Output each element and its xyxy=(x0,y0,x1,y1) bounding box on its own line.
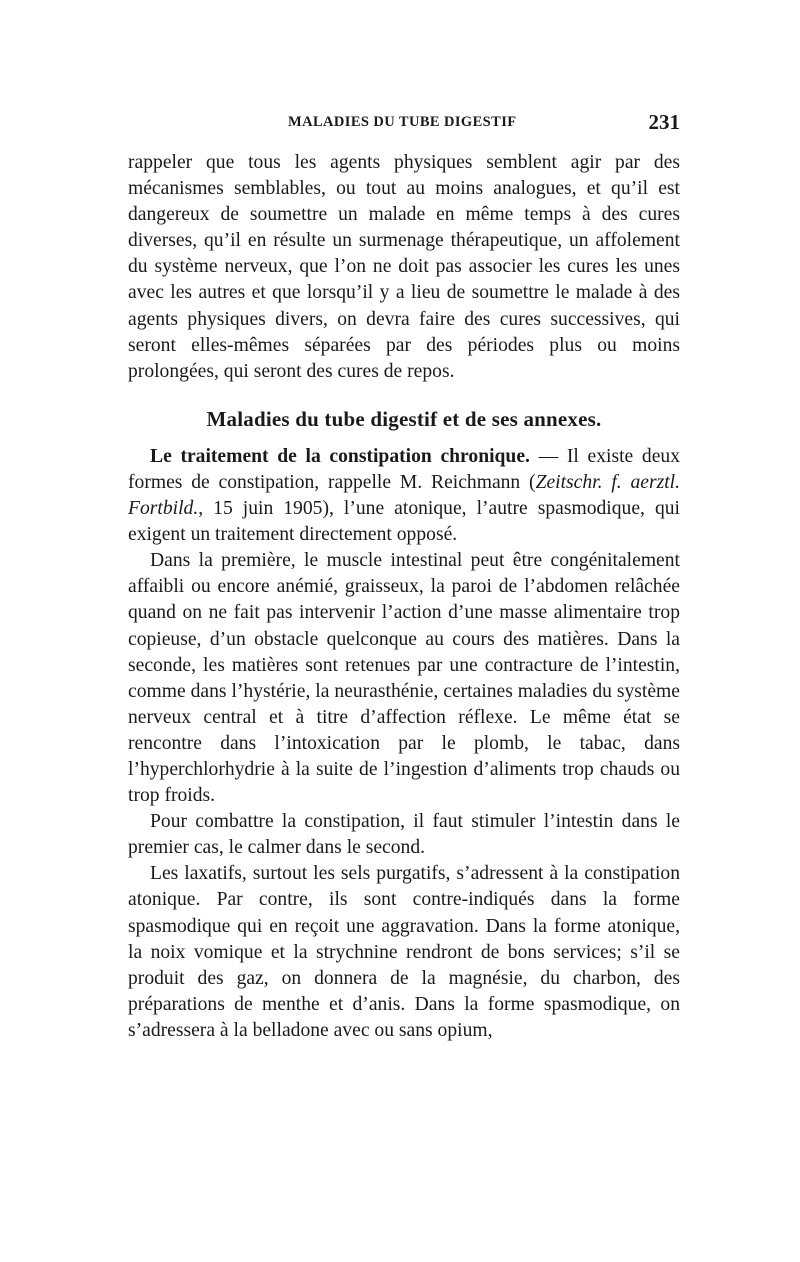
paragraph-treatment: Pour combattre la constipation, il faut stimuler l’intestin dans le premier cas, le calmer dans le second. xyxy=(128,811,680,859)
run-in-heading: Le traitement de la constipation chronique. xyxy=(150,445,530,467)
paragraph-text: , 15 juin 1905), l’une atonique, l’autre spasmodique, qui exigent un traitement directement opposé. xyxy=(128,498,680,546)
running-head xyxy=(128,112,680,138)
paragraph-forms: Dans la première, le muscle intestinal peut être congénitalement affaibli ou encore anémié, graisseux, la paroi de l’abdomen relâchée quand on ne fait pas intervenir l’action d’une masse alimentaire trop copieuse, d’un obstacle quelconque au cours des matières. Dans la seconde, les matières sont retenues par une contracture de l’intestin, comme dans l’hystérie, la neurasthénie, certaines maladies du système nerveux central et à titre d’affection réflexe. Le même état se rencontre dans l’intoxication par le plomb, le tabac, dans l’hyperchlorhydrie à la suite de l’ingestion d’aliments trop chauds ou trop froids. xyxy=(128,550,680,807)
paragraph-laxatives: Les laxatifs, surtout les sels purgatifs, s’adressent à la constipation atonique. Par contre, ils sont contre-indiqués dans la forme spasmodique qui en reçoit une aggravation. Dans la forme atonique, la noix vomique et la strychnine rendront de bons services; s’il se produit des gaz, on donnera de la magnésie, du charbon, des préparations de menthe et d’anis. Dans la forme spasmodique, on s’adressera à la belladone avec ou sans opium, xyxy=(128,863,680,1041)
body-text xyxy=(128,150,680,1044)
page-number: 231 xyxy=(648,110,680,134)
running-title: MALADIES DU TUBE DIGESTIF xyxy=(288,114,517,130)
journal-citation: Zeitschr. f. aerztl. Fortbild. xyxy=(128,471,680,520)
section-title: Maladies du tube digestif et de ses annexes. xyxy=(206,406,602,431)
paragraph-continuation: rappeler que tous les agents physiques semblent agir par des mécanismes semblables, ou tout au moins analogues, et qu’il est dangereux de soumettre un malade en même temps à des cures diverses, qu’il en résulte un surmenage thérapeutique, un affolement du système nerveux, que l’on ne doit pas associer les cures les unes avec les autres et que lorsqu’il y a lieu de soumettre le malade à des agents physiques divers, on devra faire des cures successives, qui seront elles-mêmes séparées par des périodes plus ou moins prolongées, qui seront des cures de repos. xyxy=(128,152,680,382)
paragraph-constipation-intro xyxy=(128,444,680,548)
paragraph-text: — Il existe deux formes de constipation, rappelle M. Reichmann ( xyxy=(128,445,680,493)
